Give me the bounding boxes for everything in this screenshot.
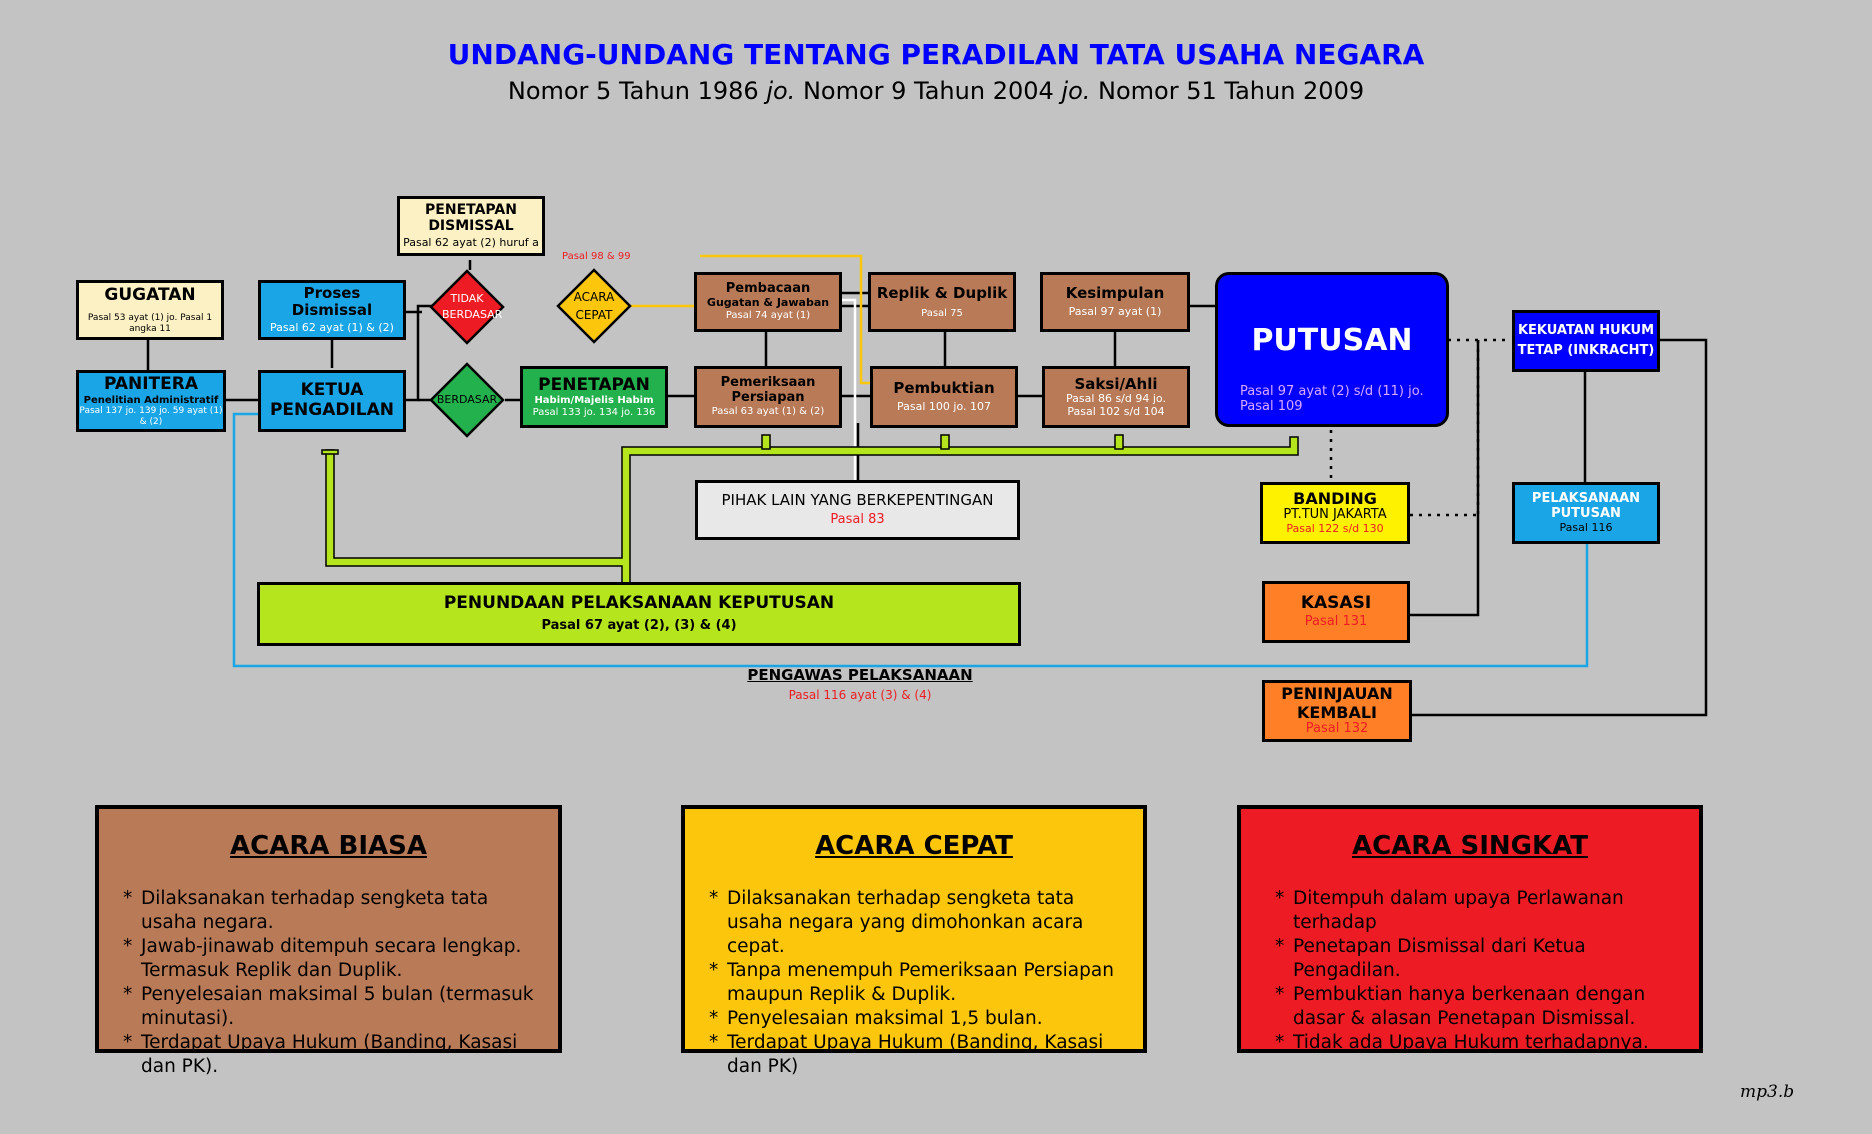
saksi-ahli-node: Saksi/Ahli Pasal 86 s/d 94 jo. Pasal 102 s/d 104 [1042,366,1190,428]
list-item: * Dilaksanakan terhadap sengketa tata usaha negara yang dimohonkan acara cepat. [711,887,1133,959]
list-item: * Jawab-jinawab ditempuh secara lengkap. Termasuk Replik dan Duplik. [125,935,548,983]
list-item: * Penyelesaian maksimal 1,5 bulan. [711,1007,1133,1031]
list-item: * Penyelesaian maksimal 5 bulan (termasuk minutasi). [125,983,548,1031]
list-item: * Terdapat Upaya Hukum (Banding, Kasasi dan PK) [711,1031,1133,1079]
panitera-node: PANITERA Penelitian Administratif Pasal 137 jo. 139 jo. 59 ayat (1) & (2) [76,370,226,432]
signature: mp3.b [1740,1082,1795,1102]
putusan-node: PUTUSAN Pasal 97 ayat (2) s/d (11) jo. Pasal 109 [1215,272,1449,427]
page-title: UNDANG-UNDANG TENTANG PERADILAN TATA USAHA NEGARA [447,38,1425,71]
replik-duplik-node: Replik & Duplik Pasal 75 [868,272,1016,332]
tidak-berdasar-decision: TIDAK BERDASAR [429,269,505,345]
kasasi-node: KASASI Pasal 131 [1262,581,1410,643]
kekuatan-hukum-node: KEKUATAN HUKUM TETAP (INKRACHT) [1512,310,1660,372]
pemeriksaan-persiapan-node: Pemeriksaan Persiapan Pasal 63 ayat (1) & (2) [694,366,842,428]
pelaksanaan-putusan-node: PELAKSANAAN PUTUSAN Pasal 116 [1512,482,1660,544]
list-item: * Tanpa menempuh Pemeriksaan Persiapan maupun Replik & Duplik. [711,959,1133,1007]
penetapan-dismissal-node: PENETAPAN DISMISSAL Pasal 62 ayat (2) huruf a [397,196,545,256]
pembacaan-node: Pembacaan Gugatan & Jawaban Pasal 74 ayat (1) [694,272,842,332]
list-item: * Ditempuh dalam upaya Perlawanan terhadap [1277,887,1689,935]
ketua-pengadilan-node: KETUA PENGADILAN [258,370,406,432]
gugatan-node: GUGATAN Pasal 53 ayat (1) jo. Pasal 1 angka 11 [76,280,224,340]
list-item: * Dilaksanakan terhadap sengketa tata usaha negara. [125,887,548,935]
acara-cepat-ref: Pasal 98 & 99 [562,251,631,262]
pembuktian-node: Pembuktian Pasal 100 jo. 107 [870,366,1018,428]
acara-cepat-decision: ACARA CEPAT [556,268,632,344]
list-item: * Tidak ada Upaya Hukum terhadapnya. [1277,1031,1689,1055]
banding-node: BANDING PT.TUN JAKARTA Pasal 122 s/d 130 [1260,482,1410,544]
acara-biasa-panel [95,805,562,1077]
page-subtitle: Nomor 5 Tahun 1986 jo. Nomor 9 Tahun 2004 jo. Nomor 51 Tahun 2009 [507,77,1365,105]
acara-cepat-title: ACARA CEPAT [815,831,1013,861]
penetapan-node: PENETAPAN Habim/Majelis Habim Pasal 133 jo. 134 jo. 136 [520,366,668,428]
penundaan-node: PENUNDAAN PELAKSANAAN KEPUTUSAN Pasal 67 ayat (2), (3) & (4) [257,582,1021,646]
acara-singkat-title: ACARA SINGKAT [1351,831,1588,861]
list-item: * Terdapat Upaya Hukum (Banding, Kasasi dan PK). [125,1031,548,1079]
peninjauan-kembali-node: PENINJAUAN KEMBALI Pasal 132 [1262,680,1412,742]
pihak-lain-node: PIHAK LAIN YANG BERKEPENTINGAN Pasal 83 [695,480,1020,540]
acara-biasa-title: ACARA BIASA [230,831,427,861]
list-item: * Pembuktian hanya berkenaan dengan dasar & alasan Penetapan Dismissal. [1277,983,1689,1031]
pengawas-pelaksanaan-label: PENGAWAS PELAKSANAAN Pasal 116 ayat (3) & (4) [747,666,973,702]
list-item: * Penetapan Dismissal dari Ketua Pengadilan. [1277,935,1689,983]
kesimpulan-node: Kesimpulan Pasal 97 ayat (1) [1040,272,1190,332]
berdasar-decision: BERDASAR [429,362,505,438]
acara-singkat-panel [1237,805,1703,1053]
acara-cepat-panel [681,805,1147,1077]
proses-dismissal-node: Proses Dismissal Pasal 62 ayat (1) & (2) [258,280,406,340]
